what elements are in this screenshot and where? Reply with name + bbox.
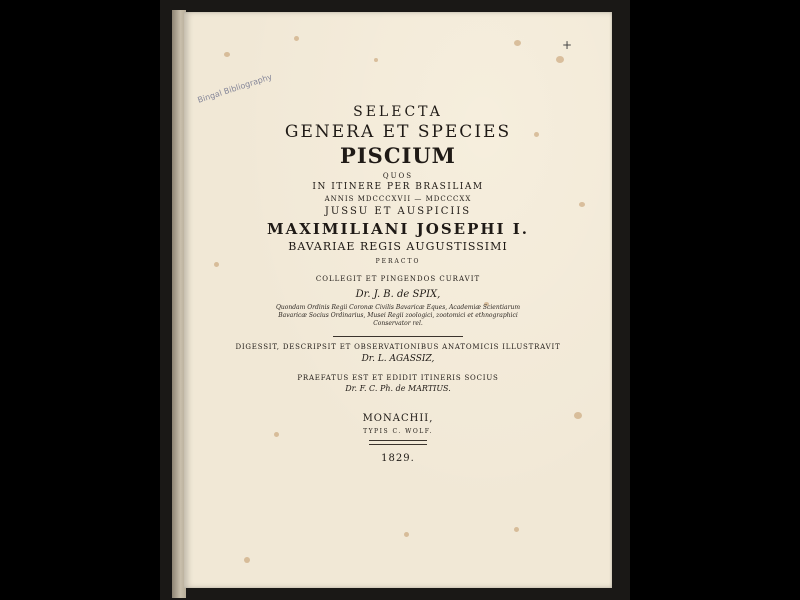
pencil-annotation: Bingal Bibliography bbox=[196, 72, 274, 105]
corner-mark: + bbox=[561, 38, 572, 52]
title-line-piscium: PISCIUM bbox=[340, 143, 456, 168]
author-title-line: Bavaricæ Socius Ordinarius, Musei Regii zoologici, zootomici et ethnographici bbox=[278, 312, 518, 320]
foxing-spot bbox=[404, 532, 409, 537]
title-line-peracto: PERACTO bbox=[375, 258, 421, 265]
title-line-jussu: JUSSU ET AUSPICIIS bbox=[324, 206, 472, 217]
title-line-bavariae: BAVARIAE REGIS AUGUSTISSIMI bbox=[288, 240, 508, 253]
author-spix: Dr. J. B. de SPIX, bbox=[355, 289, 441, 300]
divider-rule bbox=[333, 336, 463, 337]
title-line-selecta: SELECTA bbox=[353, 104, 443, 120]
imprint-place: MONACHII, bbox=[362, 413, 434, 425]
foxing-spot bbox=[556, 56, 564, 63]
author-martius: Dr. F. C. Ph. de MARTIUS. bbox=[345, 384, 451, 394]
title-block bbox=[184, 104, 612, 464]
title-line-annis: ANNIS MDCCCXVII — MDCCCXX bbox=[324, 195, 472, 203]
author-agassiz: Dr. L. AGASSIZ, bbox=[361, 354, 435, 365]
collegit-line: COLLEGIT ET PINGENDOS CURAVIT bbox=[315, 275, 481, 283]
title-line-maximiliani: MAXIMILIANI JOSEPHI I. bbox=[266, 220, 530, 238]
foxing-spot bbox=[514, 527, 519, 532]
foxing-spot bbox=[374, 58, 378, 62]
author-title-line: Conservator rel. bbox=[373, 320, 423, 328]
author-title-line: Quondam Ordinis Regii Coronæ Civilis Bavaricæ Eques, Academiæ Scientiarum bbox=[275, 304, 521, 311]
foxing-spot bbox=[244, 557, 250, 563]
digessit-line: DIGESSIT, DESCRIPSIT ET OBSERVATIONIBUS ANATOMICIS ILLUSTRAVIT bbox=[235, 343, 561, 352]
imprint-year: 1829. bbox=[381, 453, 415, 465]
author-titles bbox=[184, 304, 612, 328]
title-line-quos: QUOS bbox=[382, 172, 414, 180]
foxing-spot bbox=[224, 52, 230, 57]
imprint-printer: TYPIS C. WOLF. bbox=[363, 428, 433, 436]
title-line-genera: GENERA ET SPECIES bbox=[284, 122, 512, 142]
praefatus-line: PRAEFATUS EST ET EDIDIT ITINERIS SOCIUS bbox=[297, 374, 499, 383]
foxing-spot bbox=[294, 36, 299, 41]
imprint-double-rule bbox=[369, 440, 427, 445]
title-line-itinere: IN ITINERE PER BRASILIAM bbox=[312, 182, 484, 192]
foxing-spot bbox=[514, 40, 521, 46]
title-page bbox=[184, 12, 612, 588]
